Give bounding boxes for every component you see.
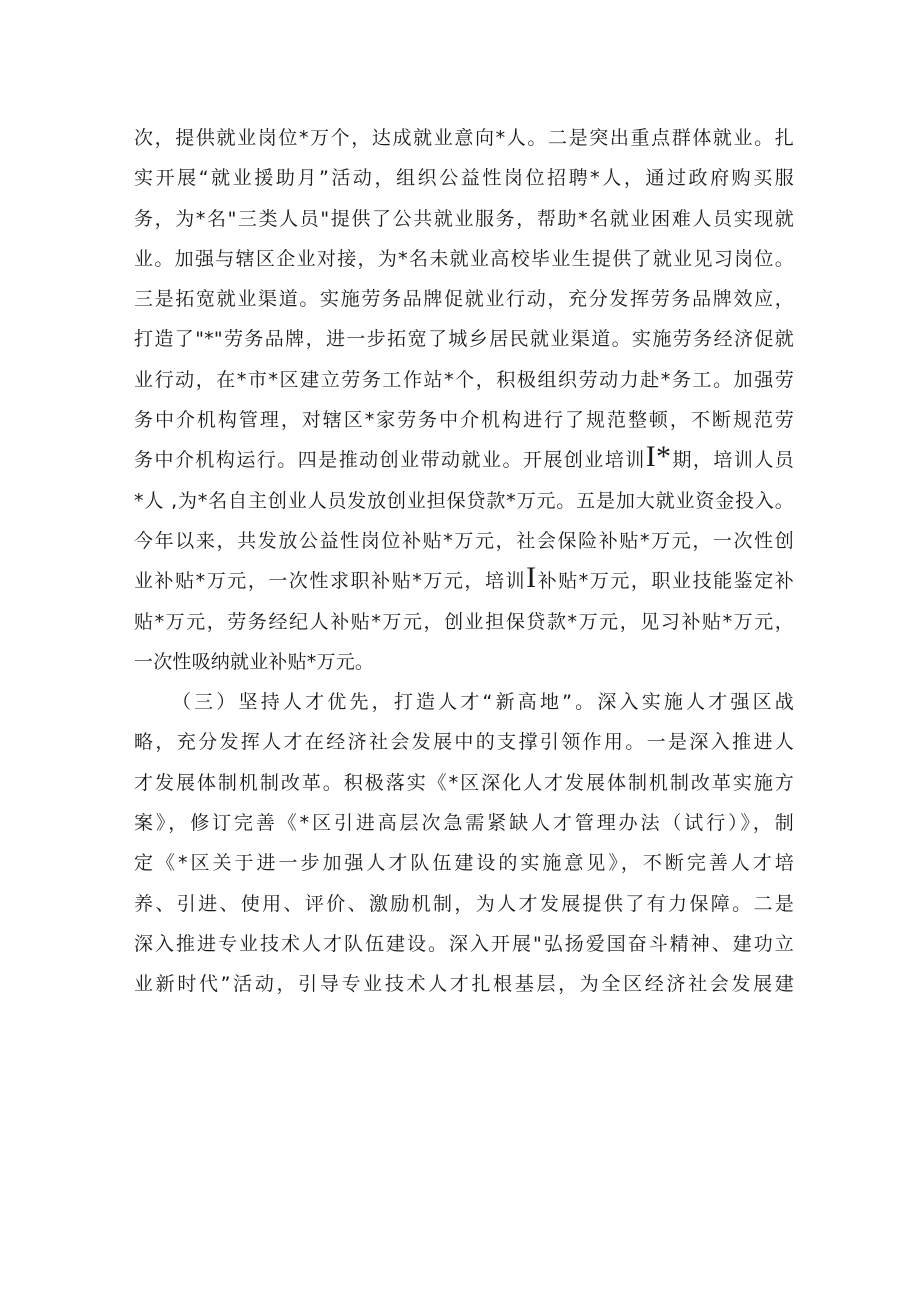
text-line: 务中介机构管理，对辖区*家劳务中介机构进行了规范整顿，不断规范劳	[134, 409, 794, 432]
section-heading-line: （三）坚持人才优先，打造人才“新高地”。深入实施人才强区战	[172, 691, 794, 714]
text-line: 案》，修订完善《*区引进高层次急需紧缺人才管理办法（试行）》，制	[134, 812, 794, 835]
text-line: 今年以来，共发放公益性岗位补贴*万元，社会保险补贴*万元，一次性创	[134, 529, 794, 552]
body-text	[134, 118, 794, 1005]
enlarged-glyph: I*	[645, 440, 672, 474]
text-line: 贴*万元，劳务经纪人补贴*万元，创业担保贷款*万元，见习补贴*万元，	[134, 610, 794, 633]
text-line: 业。加强与辖区企业对接，为*名未就业高校毕业生提供了就业见习岗位。	[134, 247, 794, 270]
text-line: 定《*区关于进一步加强人才队伍建设的实施意见》，不断完善人才培	[134, 852, 794, 875]
text-line: 一次性吸纳就业补贴*万元。	[134, 650, 375, 673]
text-line: 实开展“就业援助月”活动，组织公益性岗位招聘*人，通过政府购买服	[134, 167, 794, 190]
text-line	[134, 440, 794, 480]
text-segment: 业补贴*万元，一次性求职补贴*万元，培训	[134, 570, 527, 593]
text-line: 略，充分发挥人才在经济社会发展中的支撑引领作用。一是深入推进人	[134, 731, 794, 754]
enlarged-glyph: I	[526, 561, 537, 595]
text-line: 三是拓宽就业渠道。实施劳务品牌促就业行动，充分发挥劳务品牌效应，	[134, 288, 794, 311]
text-line: 才发展体制机制改革。积极落实《*区深化人才发展体制机制改革实施方	[134, 771, 794, 794]
text-line: *人 ,为*名自主创业人员发放创业担保贷款*万元。五是加大就业资金投入。	[134, 489, 794, 512]
text-line: 务，为*名"三类人员"提供了公共就业服务，帮助*名就业困难人员实现就	[134, 207, 794, 230]
text-line: 次，提供就业岗位*万个，达成就业意向*人。二是突出重点群体就业。扎	[134, 127, 794, 149]
text-line: 业新时代”活动，引导专业技术人才扎根基层，为全区经济社会发展建	[134, 973, 794, 996]
text-line	[134, 561, 794, 601]
text-line: 深入推进专业技术人才队伍建设。深入开展"弘扬爱国奋斗精神、建功立	[134, 932, 794, 955]
text-line: 打造了"*"劳务品牌，进一步拓宽了城乡居民就业渠道。实施劳务经济促就	[134, 328, 794, 351]
text-segment: 期，培训人员	[671, 449, 794, 472]
text-segment: 补贴*万元，职业技能鉴定补	[536, 570, 794, 593]
text-segment: 务中介机构运行。四是推动创业带动就业。开展创业培训	[134, 449, 646, 472]
text-line: 养、引进、使用、评价、激励机制，为人才发展提供了有力保障。二是	[134, 892, 794, 915]
text-line: 业行动，在*市*区建立劳务工作站*个，积极组织劳动力赴*务工。加强劳	[134, 368, 794, 391]
